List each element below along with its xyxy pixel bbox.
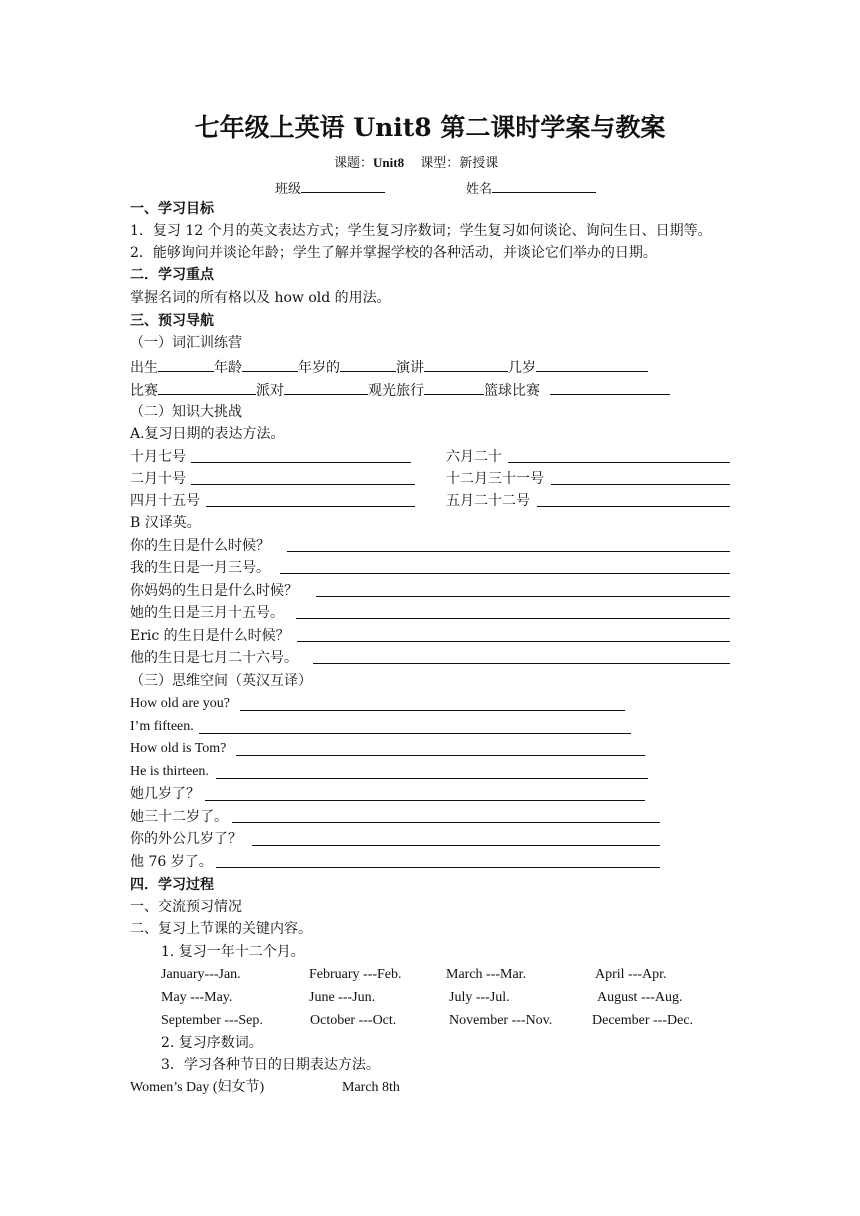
section-heading: 三、预习导航: [130, 313, 214, 329]
translation-prompt: 他 76 岁了。: [130, 854, 213, 870]
answer-blank[interactable]: [424, 380, 484, 395]
section-heading: 二．学习重点: [130, 267, 214, 283]
class-field: [275, 178, 385, 199]
answer-line[interactable]: [316, 596, 730, 597]
vocab-prompt: 篮球比赛: [484, 383, 540, 399]
month-abbrev: June ---Jun.: [309, 990, 376, 1005]
answer-blank[interactable]: [158, 380, 256, 395]
answer-blank[interactable]: [284, 380, 368, 395]
section-heading: 一、学习目标: [130, 201, 214, 217]
answer-blank[interactable]: [536, 357, 648, 372]
vocab-row: [130, 380, 670, 400]
date-prompt: 四月十五号: [130, 493, 200, 509]
date-prompt: 五月二十二号: [446, 493, 530, 509]
section-heading: 四．学习过程: [130, 877, 214, 893]
vocab-prompt: 观光旅行: [368, 383, 424, 399]
class-label: 班级: [275, 182, 302, 197]
subsection-heading: （二）知识大挑战: [130, 404, 242, 420]
month-abbrev: March ---Mar.: [446, 967, 527, 982]
topic-value: Unit8: [373, 155, 405, 170]
answer-line[interactable]: [296, 618, 730, 619]
vocab-prompt: 年岁的: [298, 360, 340, 376]
answer-blank[interactable]: [242, 357, 298, 372]
step-item: 3．学习各种节日的日期表达方法。: [161, 1057, 380, 1073]
month-abbrev: July ---Jul.: [449, 990, 510, 1005]
translation-prompt: How old are you?: [130, 696, 230, 711]
step-item: 1. 复习一年十二个月。: [161, 944, 305, 960]
topic-label: 课题：: [334, 156, 374, 171]
step-text: 一、交流预习情况: [130, 899, 242, 915]
answer-line[interactable]: [287, 551, 730, 552]
translation-prompt: 她几岁了？: [130, 786, 200, 802]
answer-line[interactable]: [236, 755, 645, 756]
answer-line[interactable]: [232, 822, 660, 823]
answer-line[interactable]: [216, 867, 660, 868]
holiday-date: March 8th: [342, 1080, 400, 1095]
month-abbrev: January---Jan.: [161, 967, 241, 982]
answer-line[interactable]: [240, 710, 625, 711]
answer-line[interactable]: [205, 800, 645, 801]
month-abbrev: April ---Apr.: [595, 967, 667, 982]
subsection-heading: （一）词汇训练营: [130, 335, 242, 351]
month-abbrev: September ---Sep.: [161, 1013, 263, 1028]
answer-line[interactable]: [191, 484, 415, 485]
answer-line[interactable]: [297, 641, 730, 642]
answer-line[interactable]: [191, 462, 411, 463]
translation-prompt: 你的外公几岁了？: [130, 831, 242, 847]
answer-blank[interactable]: [158, 357, 214, 372]
vocab-prompt: 演讲: [396, 360, 424, 376]
month-abbrev: February ---Feb.: [309, 967, 402, 982]
translation-prompt: 你妈妈的生日是什么时候？: [130, 583, 298, 599]
answer-line[interactable]: [280, 573, 730, 574]
objective-1: 1．复习 12 个月的英文表达方式；学生复习序数词；学生复习如何谈论、询问生日、日期等。: [130, 223, 712, 239]
holiday-name: Women’s Day (妇女节): [130, 1080, 265, 1095]
page-title: 七年级上英语 Unit8 第二课时学案与教案: [194, 113, 666, 142]
date-prompt: 二月十号: [130, 471, 186, 487]
translation-prompt: Eric 的生日是什么时候？: [130, 628, 290, 644]
exercise-label: A.复习日期的表达方法。: [130, 426, 285, 442]
vocab-prompt: 年龄: [214, 360, 242, 376]
exercise-label: B 汉译英。: [130, 515, 201, 531]
lesson-type: 课型：新授课: [420, 156, 499, 171]
step-text: 二、复习上节课的关键内容。: [130, 921, 312, 937]
answer-line[interactable]: [537, 506, 730, 507]
answer-blank[interactable]: [550, 380, 670, 395]
step-item: 2. 复习序数词。: [161, 1035, 263, 1051]
date-prompt: 六月二十: [446, 449, 502, 465]
month-abbrev: August ---Aug.: [597, 990, 683, 1005]
vocab-prompt: 出生: [130, 360, 158, 376]
answer-blank[interactable]: [424, 357, 508, 372]
subsection-heading: （三）思维空间（英汉互译）: [130, 673, 312, 689]
translation-prompt: 你的生日是什么时候？: [130, 538, 270, 554]
month-abbrev: May ---May.: [161, 990, 233, 1005]
name-field: [466, 178, 596, 199]
vocab-prompt: 几岁: [508, 360, 536, 376]
answer-blank[interactable]: [340, 357, 396, 372]
answer-line[interactable]: [216, 778, 648, 779]
month-abbrev: November ---Nov.: [449, 1013, 553, 1028]
name-blank[interactable]: [492, 178, 596, 193]
month-abbrev: October ---Oct.: [310, 1013, 397, 1028]
answer-line[interactable]: [199, 733, 631, 734]
answer-line[interactable]: [508, 462, 730, 463]
lesson-info: [334, 154, 498, 173]
translation-prompt: 她三十二岁了。: [130, 809, 228, 825]
date-prompt: 十月七号: [130, 449, 186, 465]
name-label: 姓名: [466, 182, 493, 197]
key-point: 掌握名词的所有格以及 how old 的用法。: [130, 290, 391, 306]
translation-prompt: 她的生日是三月十五号。: [130, 605, 284, 621]
vocab-prompt: 派对: [256, 383, 284, 399]
translation-prompt: I’m fifteen.: [130, 719, 194, 734]
vocab-row: [130, 357, 648, 377]
answer-line[interactable]: [206, 506, 415, 507]
translation-prompt: 他的生日是七月二十六号。: [130, 650, 298, 666]
answer-line[interactable]: [252, 845, 660, 846]
translation-prompt: He is thirteen.: [130, 764, 209, 779]
objective-2: 2．能够询问并谈论年龄；学生了解并掌握学校的各种活动，并谈论它们举办的日期。: [130, 245, 657, 261]
month-abbrev: December ---Dec.: [592, 1013, 694, 1028]
answer-line[interactable]: [551, 484, 730, 485]
translation-prompt: How old is Tom?: [130, 741, 227, 756]
answer-line[interactable]: [313, 663, 730, 664]
date-prompt: 十二月三十一号: [446, 471, 544, 487]
translation-prompt: 我的生日是一月三号。: [130, 560, 270, 576]
vocab-prompt: 比赛: [130, 383, 158, 399]
class-blank[interactable]: [301, 178, 385, 193]
